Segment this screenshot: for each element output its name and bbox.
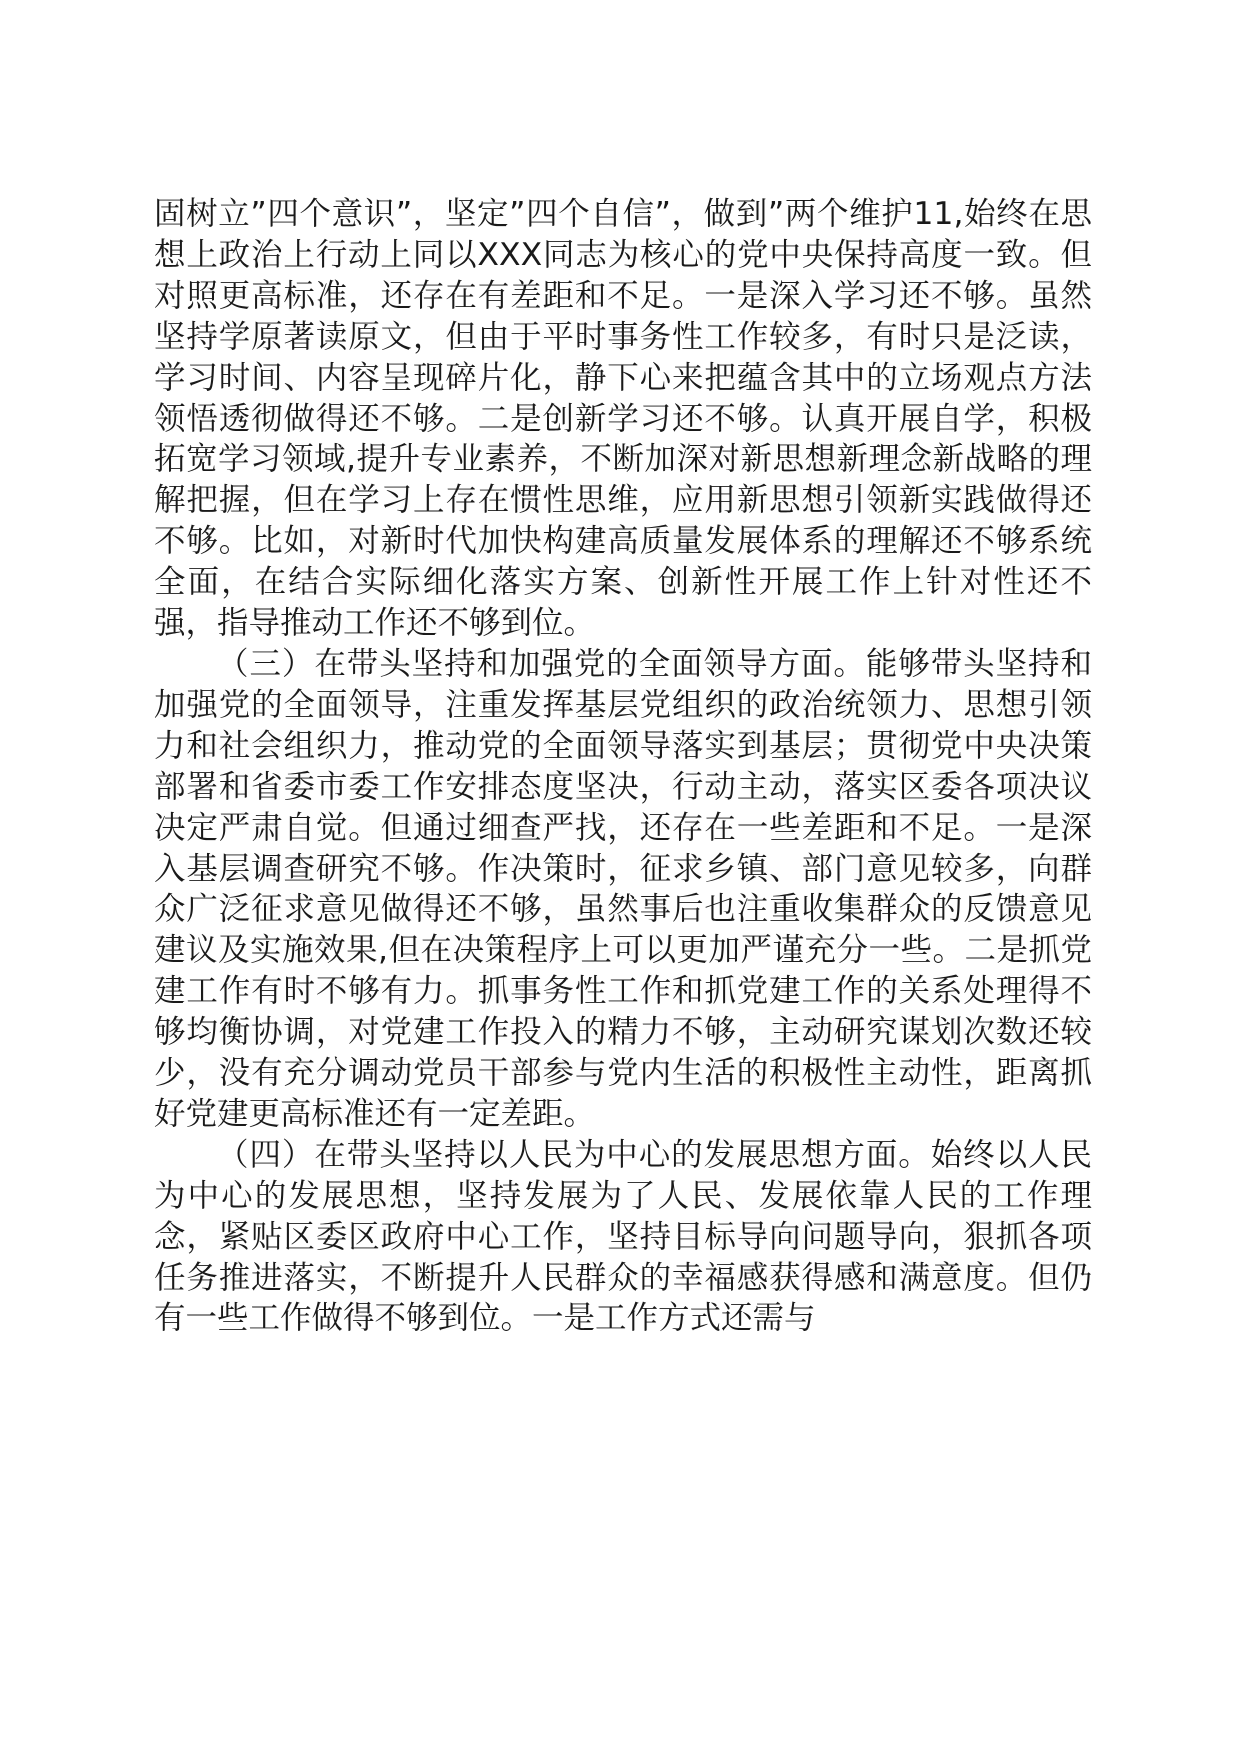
document-body: [154, 194, 1092, 1339]
paragraph-section-three: （三）在带头坚持和加强党的全面领导方面。能够带头坚持和加强党的全面领导，注重发挥基层党组织的政治统领力、思想引领力和社会组织力，推动党的全面领导落实到基层；贯彻党中央决策部署和省委市委工作安排态度坚决，行动主动，落实区委各项决议决定严肃自觉。但通过细查严找，还存在一些差距和不足。一是深入基层调查研究不够。作决策时，征求乡镇、部门意见较多，向群众广泛征求意见做得还不够，虽然事后也注重收集群众的反馈意见建议及实施效果,但在决策程序上可以更加严谨充分一些。二是抓党建工作有时不够有力。抓事务性工作和抓党建工作的关系处理得不够均衡协调，对党建工作投入的精力不够，主动研究谋划次数还较少，没有充分调动党员干部参与党内生活的积极性主动性，距离抓好党建更高标准还有一定差距。: [154, 645, 1092, 1132]
paragraph-continuation: 固树立”四个意识”，坚定”四个自信”，做到”两个维护11,始终在思想上政治上行动上同以XXX同志为核心的党中央保持高度一致。但对照更高标准，还存在有差距和不足。一是深入学习还不够。虽然坚持学原著读原文，但由于平时事务性工作较多，有时只是泛读，学习时间、内容呈现碎片化，静下心来把蕴含其中的立场观点方法领悟透彻做得还不够。二是创新学习还不够。认真开展自学，积极拓宽学习领域,提升专业素养，不断加深对新思想新理念新战略的理解把握，但在学习上存在惯性思维，应用新思想引领新实践做得还不够。比如，对新时代加快构建高质量发展体系的理解还不够系统全面，在结合实际细化落实方案、创新性开展工作上针对性还不强，指导推动工作还不够到位。: [154, 196, 1092, 642]
paragraph-section-four: （四）在带头坚持以人民为中心的发展思想方面。始终以人民为中心的发展思想，坚持发展为了人民、发展依靠人民的工作理念，紧贴区委区政府中心工作，坚持目标导向问题导向，狠抓各项任务推进落实，不断提升人民群众的幸福感获得感和满意度。但仍有一些工作做得不够到位。一是工作方式还需与: [154, 1136, 1092, 1337]
